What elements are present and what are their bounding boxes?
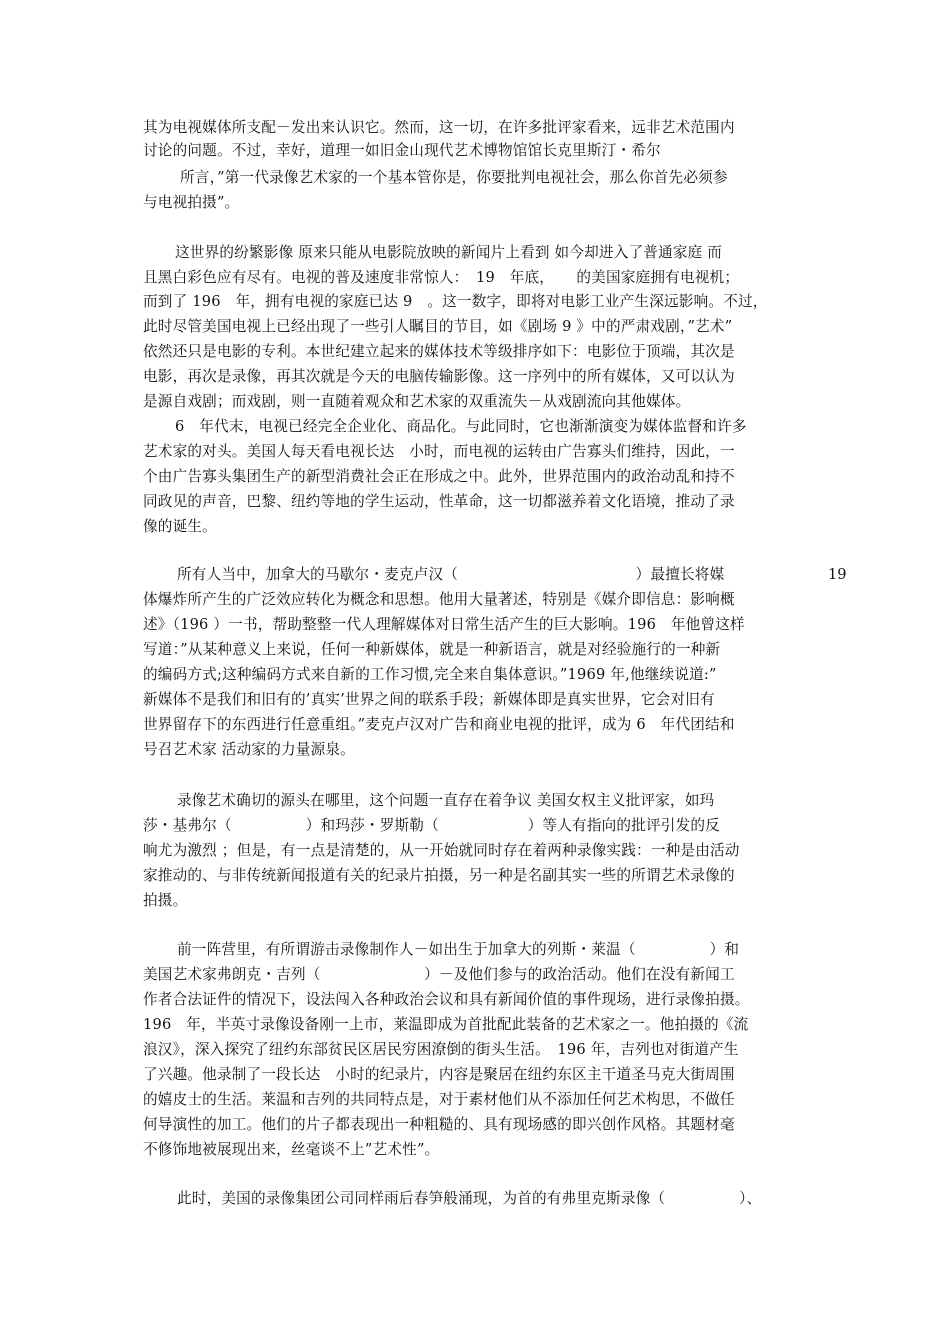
text-line: 录像艺术确切的源头在哪里，这个问题一直存在着争议 美国女权主义批评家，如玛	[177, 792, 715, 809]
text-line: 了兴趣。他录制了一段长达 小时的纪录片，内容是聚居在纽约东区主干道圣马克大街周围	[143, 1066, 735, 1083]
text-line: 新媒体不是我们和旧有的’真实’世界之间的联系手段；新媒体即是真实世界，它会对旧有	[143, 691, 715, 708]
text-line: 此时尽管美国电视上已经出现了一些引人瞩目的节目，如《剧场 9 》中的严肃戏剧，”艺术”	[143, 318, 733, 335]
text-line: 浪汉》，深入探究了纽约东部贫民区居民穷困潦倒的街头生活。 196 年，吉列也对街道产生	[143, 1041, 739, 1058]
text-line: 莎・基弗尔（ ）和玛莎・罗斯勒（ ）等人有指向的批评引发的反	[143, 817, 720, 834]
text-line: 与电视拍摄”。	[143, 194, 240, 211]
text-line: 响尤为激烈 ；但是，有一点是清楚的，从一开始就同时存在着两种录像实践：一种是由活动	[143, 842, 740, 859]
text-line: 体爆炸所产生的广泛效应转化为概念和思想。他用大量著述，特别是《媒介即信息：影响概	[143, 591, 735, 608]
text-line: 196 年，半英寸录像设备刚一上市，莱温即成为首批配此装备的艺术家之一。他拍摄的《流	[143, 1016, 749, 1033]
text-line: 个由广告寡头集团生产的新型消费社会正在形成之中。此外，世界范围内的政治动乱和持不	[143, 468, 735, 485]
text-line: 此时，美国的录像集团公司同样雨后春笋般涌现，为首的有弗里克斯录像（ ）、	[177, 1190, 762, 1207]
text-line: 6 年代末，电视已经完全企业化、商品化。与此同时，它也渐渐演变为媒体监督和许多	[175, 418, 747, 435]
text-line: 是源自戏剧；而戏剧，则一直随着观众和艺术家的双重流失－从戏剧流向其他媒体。	[143, 393, 691, 410]
text-line: 的编码方式;这种编码方式来自新的工作习惯,完全来自集体意识。”1969 年,他继续说道:”	[143, 666, 717, 683]
text-line: 像的诞生。	[143, 518, 217, 535]
text-line: 所言，”第一代录像艺术家的一个基本管你是，你要批判电视社会，那么你首先必须参	[180, 169, 728, 186]
text-line: 且黑白彩色应有尽有。电视的普及速度非常惊人： 19 年底， 的美国家庭拥有电视机；	[143, 269, 740, 286]
text-line: 所有人当中，加拿大的马歇尔・麦克卢汉（ ）最擅长将媒	[177, 566, 725, 583]
text-line: 艺术家的对头。美国人每天看电视长达 小时，而电视的运转由广告寡头们维持，因此，一	[143, 443, 735, 460]
text-line: 依然还只是电影的专利。本世纪建立起来的媒体技术等级排序如下：电影位于顶端，其次是	[143, 343, 735, 360]
text-line: 这世界的纷繁影像 原来只能从电影院放映的新闻片上看到 如今却进入了普通家庭 而	[175, 244, 723, 261]
text-line: 述》（196 ）一书，帮助整整一代人理解媒体对日常生活产生的巨大影响。196 年他曾这样	[143, 616, 745, 633]
text-line: 作者合法证件的情况下，设法闯入各种政治会议和具有新闻价值的事件现场，进行录像拍摄。	[143, 991, 750, 1008]
text-line: 世界留存下的东西进行任意重组。”麦克卢汉对广告和商业电视的批评，成为 6 年代团结和	[143, 716, 735, 733]
text-line: 家推动的、与非传统新闻报道有关的纪录片拍摄，另一种是名副其实一些的所谓艺术录像的	[143, 867, 735, 884]
text-line: 写道：”从某种意义上来说，任何一种新媒体，就是一种新语言，就是对经验施行的一种新	[143, 641, 721, 658]
text-line: 的嬉皮士的生活。莱温和吉列的共同特点是，对于素材他们从不添加任何艺术构思，不做任	[143, 1091, 735, 1108]
margin-number: 19	[828, 566, 847, 583]
text-line: 号召艺术家 活动家的力量源泉。	[143, 741, 355, 758]
text-line: 讨论的问题。不过，幸好，道理一如旧金山现代艺术博物馆馆长克里斯汀・希尔	[143, 142, 661, 159]
text-line: 拍摄。	[143, 892, 188, 909]
text-line: 其为电视媒体所支配－发出来认识它。然而，这一切，在许多批评家看来，远非艺术范围内	[143, 119, 735, 136]
text-line: 何导演性的加工。他们的片子都表现出一种粗糙的、具有现场感的即兴创作风格。其题材毫	[143, 1116, 735, 1133]
text-line: 不修饰地被展现出来，丝毫谈不上”艺术性”。	[143, 1141, 440, 1158]
text-line: 前一阵营里，有所谓游击录像制作人－如出生于加拿大的列斯・莱温（ ）和	[177, 941, 740, 958]
text-line: 美国艺术家弗朗克・吉列（ ）－及他们参与的政治活动。他们在没有新闻工	[143, 966, 735, 983]
text-line: 同政见的声音，巴黎、纽约等地的学生运动，性革命，这一切都滋养着文化语境，推动了录	[143, 493, 735, 510]
text-line: 而到了 196 年，拥有电视的家庭已达 9 。这一数字，即将对电影工业产生深远影响。不过，	[143, 293, 768, 310]
text-line: 电影，再次是录像，再其次就是今天的电脑传输影像。这一序列中的所有媒体，又可以认为	[143, 368, 735, 385]
